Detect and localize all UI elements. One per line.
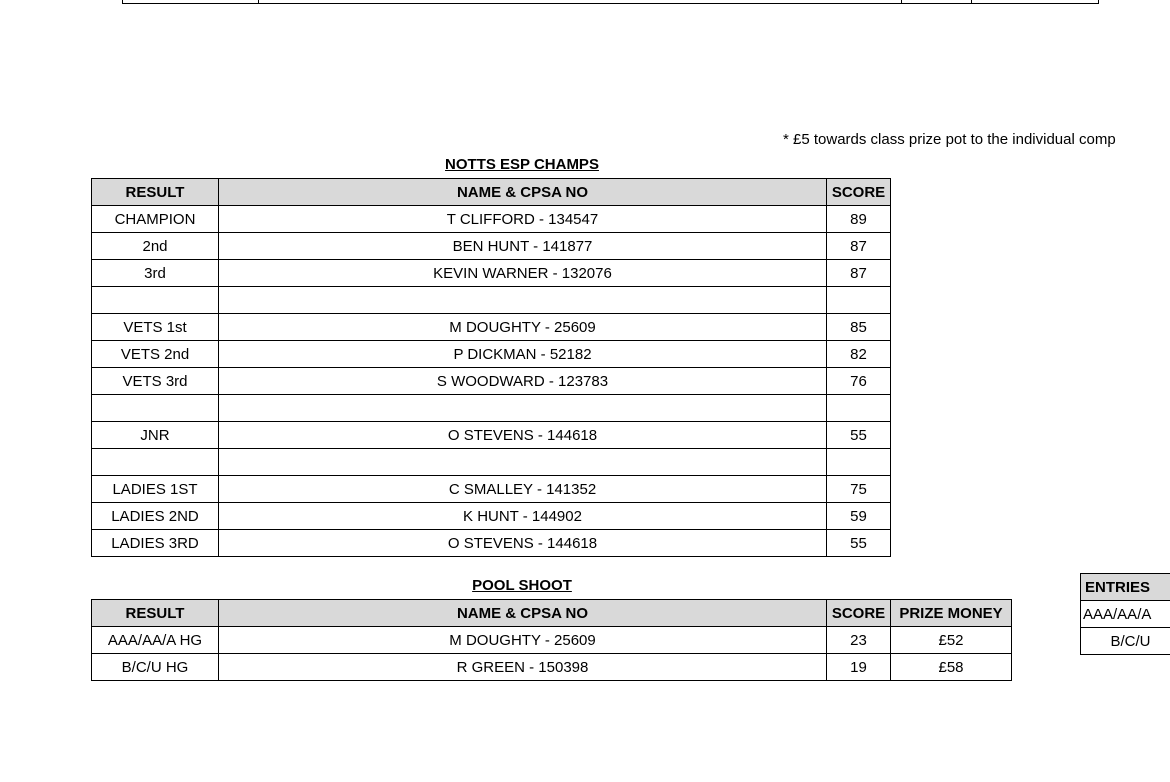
score-cell (827, 449, 891, 476)
name-cell: M DOUGHTY - 25609 (219, 627, 827, 654)
result-cell: JNR (92, 422, 219, 449)
name-cell: S WOODWARD - 123783 (219, 368, 827, 395)
name-cell: K HUNT - 144902 (219, 503, 827, 530)
name-cell: T CLIFFORD - 134547 (219, 206, 827, 233)
result-cell: 3rd (92, 260, 219, 287)
table-header-row (92, 179, 891, 206)
score-cell: 87 (827, 260, 891, 287)
result-cell: 2nd (92, 233, 219, 260)
table-row (92, 530, 891, 557)
table-row (1081, 628, 1170, 655)
score-cell (827, 287, 891, 314)
entries-class-cell: B/C/U (1081, 628, 1170, 655)
prize-header: PRIZE MONEY (891, 600, 1012, 627)
prize-cell: £58 (891, 654, 1012, 681)
prize-pot-note: * £5 towards class prize pot to the individual comp (783, 131, 1116, 148)
table-row (92, 654, 1012, 681)
table-row (92, 503, 891, 530)
result-cell: LADIES 1ST (92, 476, 219, 503)
name-cell: O STEVENS - 144618 (219, 422, 827, 449)
table-row (92, 476, 891, 503)
score-cell: 85 (827, 314, 891, 341)
entries-header: ENTRIES (1081, 574, 1170, 601)
table-row (1081, 601, 1170, 628)
score-cell (827, 395, 891, 422)
table-row (92, 422, 891, 449)
name-cell: BEN HUNT - 141877 (219, 233, 827, 260)
score-cell: 59 (827, 503, 891, 530)
result-cell: LADIES 2ND (92, 503, 219, 530)
result-cell (92, 395, 219, 422)
name-cell: KEVIN WARNER - 132076 (219, 260, 827, 287)
notts-esp-title: NOTTS ESP CHAMPS (445, 156, 599, 173)
entries-table (1080, 573, 1170, 655)
score-header: SCORE (827, 179, 891, 206)
pool-shoot-title: POOL SHOOT (472, 577, 572, 594)
score-cell: 82 (827, 341, 891, 368)
result-cell: LADIES 3RD (92, 530, 219, 557)
name-cell (219, 395, 827, 422)
table-row (92, 341, 891, 368)
table-row (92, 368, 891, 395)
result-cell: VETS 1st (92, 314, 219, 341)
table-header-row (92, 600, 1012, 627)
notts-esp-table (91, 178, 891, 557)
table-row (92, 287, 891, 314)
name-cell (219, 449, 827, 476)
table-row (92, 233, 891, 260)
score-cell: 23 (827, 627, 891, 654)
score-cell: 89 (827, 206, 891, 233)
result-cell: CHAMPION (92, 206, 219, 233)
score-header: SCORE (827, 600, 891, 627)
score-cell: 76 (827, 368, 891, 395)
table-row (92, 449, 891, 476)
name-header: NAME & CPSA NO (219, 179, 827, 206)
result-cell (92, 449, 219, 476)
score-cell: 75 (827, 476, 891, 503)
result-cell: VETS 2nd (92, 341, 219, 368)
name-cell: C SMALLEY - 141352 (219, 476, 827, 503)
score-cell: 55 (827, 422, 891, 449)
entries-class-cell: AAA/AA/A (1081, 601, 1170, 628)
result-header: RESULT (92, 179, 219, 206)
name-cell: M DOUGHTY - 25609 (219, 314, 827, 341)
table-header-row (1081, 574, 1170, 601)
table-row (92, 260, 891, 287)
name-cell: R GREEN - 150398 (219, 654, 827, 681)
result-cell: AAA/AA/A HG (92, 627, 219, 654)
result-header: RESULT (92, 600, 219, 627)
result-cell: VETS 3rd (92, 368, 219, 395)
name-header: NAME & CPSA NO (219, 600, 827, 627)
score-cell: 87 (827, 233, 891, 260)
table-row (92, 206, 891, 233)
pool-shoot-table (91, 599, 1012, 681)
result-cell: B/C/U HG (92, 654, 219, 681)
score-cell: 55 (827, 530, 891, 557)
table-row (92, 627, 1012, 654)
table-row (92, 314, 891, 341)
score-cell: 19 (827, 654, 891, 681)
result-cell (92, 287, 219, 314)
table-row (92, 395, 891, 422)
name-cell: P DICKMAN - 52182 (219, 341, 827, 368)
name-cell (219, 287, 827, 314)
prize-cell: £52 (891, 627, 1012, 654)
previous-table-fragment (122, 0, 1099, 4)
name-cell: O STEVENS - 144618 (219, 530, 827, 557)
